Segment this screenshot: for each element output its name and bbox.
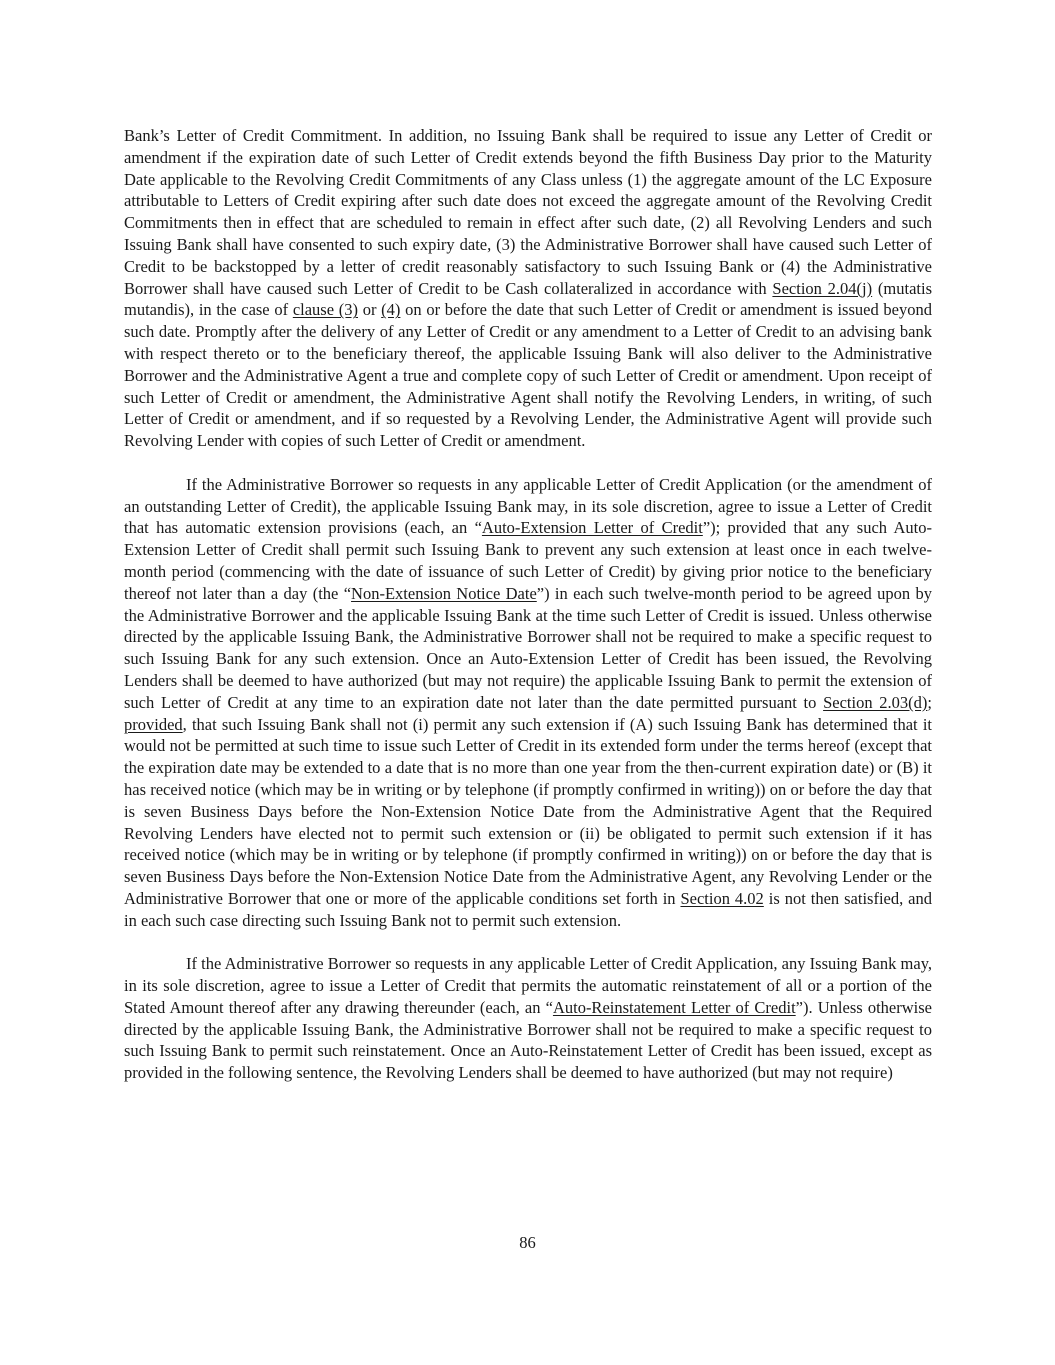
- section-4-02-reference: Section 4.02: [680, 888, 764, 908]
- text-run: or: [358, 300, 382, 320]
- paragraph-lc-commitment: [124, 125, 932, 452]
- text-run: ”) in each such twelve-month period to be agreed upon by the Administrative Borrower and the applicable Issuing Bank at the time such Letter of Credit is issued. Unless otherwise directed by the applicable Issuing Bank, the Administrative Borrower shall not be required to make a specific request to such Issuing Bank for any such extension. Once an Auto-Extension Letter of Credit has been issued, the Revolving Lenders shall be deemed to have authorized (but may not require) the applicable Issuing Bank to permit the extension of such Letter of Credit at any time to an expiration date not later than the date permitted pursuant to: [124, 583, 932, 712]
- text-run: , that such Issuing Bank shall not (i) permit any such extension if (A) such Issuing Bank has determined that it would not be permitted at such time to issue such Letter of Credit in its extended form under the terms hereof (except that the expiration date may be extended to a date that is no more than one year from the then-current expiration date) or (B) it has received notice (which may be in writing or by telephone (if promptly confirmed in writing)) on or before the day that is seven Business Days before the Non-Extension Notice Date from the Administrative Agent that the Required Revolving Lenders have elected not to permit such extension or (ii) be obligated to permit such extension if it has received notice (which may be in writing or by telephone (if promptly confirmed in writing)) on or before the day that is seven Business Days before the Non-Extension Notice Date from the Administrative Agent, any Revolving Lender or the Administrative Borrower that one or more of the applicable conditions set forth in: [124, 714, 932, 908]
- text-run: ”); provided that any such Auto-Extension Letter of Credit shall permit such Issuing Bank to prevent any such extension at least once in each twelve-month period (commencing with the date of issuance of such Letter of Credit) by giving prior notice to the beneficiary thereof not later than a day (the “: [124, 518, 932, 603]
- paragraph-auto-extension: [124, 474, 932, 932]
- auto-reinstatement-letter-of-credit-term: Auto-Reinstatement Letter of Credit: [552, 997, 796, 1017]
- text-run: on or before the date that such Letter of Credit or amendment is issued beyond such date. Promptly after the delivery of any Letter of Credit or any amendment to a Letter of Credit to an advising bank with respect thereto or to the beneficiary thereof, the applicable Issuing Bank will also deliver to the Administrative Borrower and the Administrative Agent a true and complete copy of such Letter of Credit or amendment. Upon receipt of such Letter of Credit or amendment, the Administrative Agent shall notify the Revolving Lenders, in writing, of such Letter of Credit or amendment, and if so requested by a Revolving Lender, the Administrative Agent will provide such Revolving Lender with copies of such Letter of Credit or amendment.: [124, 300, 933, 451]
- provided-term: provided: [124, 714, 183, 734]
- page-number: 86: [519, 1233, 536, 1252]
- text-run: ;: [927, 692, 932, 712]
- auto-extension-letter-of-credit-term: Auto-Extension Letter of Credit: [481, 518, 703, 538]
- section-2-04-j-reference: Section 2.04(j): [772, 278, 873, 298]
- clause-3-reference: clause (3): [292, 300, 358, 320]
- text-run: If the Administrative Borrower so requests in any applicable Letter of Credit Application (or the amendment of an outstanding Letter of Credit), the applicable Issuing Bank may, in its sole discretion, agree to issue a Letter of Credit that has automatic extension provisions (each, an “: [124, 474, 932, 538]
- text-run: If the Administrative Borrower so requests in any applicable Letter of Credit Application, any Issuing Bank may, in its sole discretion, agree to issue a Letter of Credit that permits the automatic reinstatement of all or a portion of the Stated Amount thereof after any drawing thereunder (each, an “: [124, 954, 932, 1017]
- text-run: is not then satisfied, and in each such case directing such Issuing Bank not to permit such extension.: [124, 888, 933, 930]
- clause-4-reference: (4): [381, 300, 401, 320]
- paragraph-auto-reinstatement: [124, 953, 932, 1084]
- text-run: (mutatis mutandis), in the case of: [124, 278, 932, 320]
- document-body: [124, 125, 932, 1084]
- section-2-03-d-reference: Section 2.03(d): [823, 692, 928, 712]
- text-run: Bank’s Letter of Credit Commitment. In addition, no Issuing Bank shall be required to issue any Letter of Credit or amendment if the expiration date of such Letter of Credit extends beyond the fifth Business Day prior to the Maturity Date applicable to the Revolving Credit Commitments of any Class unless (1) the aggregate amount of the LC Exposure attributable to Letters of Credit expiring after such date does not exceed the aggregate amount of the Revolving Credit Commitments then in effect that are scheduled to remain in effect after such date, (2) all Revolving Lenders and such Issuing Bank shall have consented to such expiry date, (3) the Administrative Borrower shall have caused such Letter of Credit to be backstopped by a letter of credit reasonably satisfactory to such Issuing Bank or (4) the Administrative Borrower shall have caused such Letter of Credit to be Cash collateralized in accordance with: [124, 126, 932, 298]
- non-extension-notice-date-term: Non-Extension Notice Date: [351, 583, 537, 603]
- text-run: ”). Unless otherwise directed by the applicable Issuing Bank, the Administrative Borrower shall not be required to make a specific request to such Issuing Bank to permit such reinstatement. Once an Auto-Reinstatement Letter of Credit has been issued, except as provided in the following sentence, the Revolving Lenders shall be deemed to have authorized (but may not require): [124, 997, 932, 1083]
